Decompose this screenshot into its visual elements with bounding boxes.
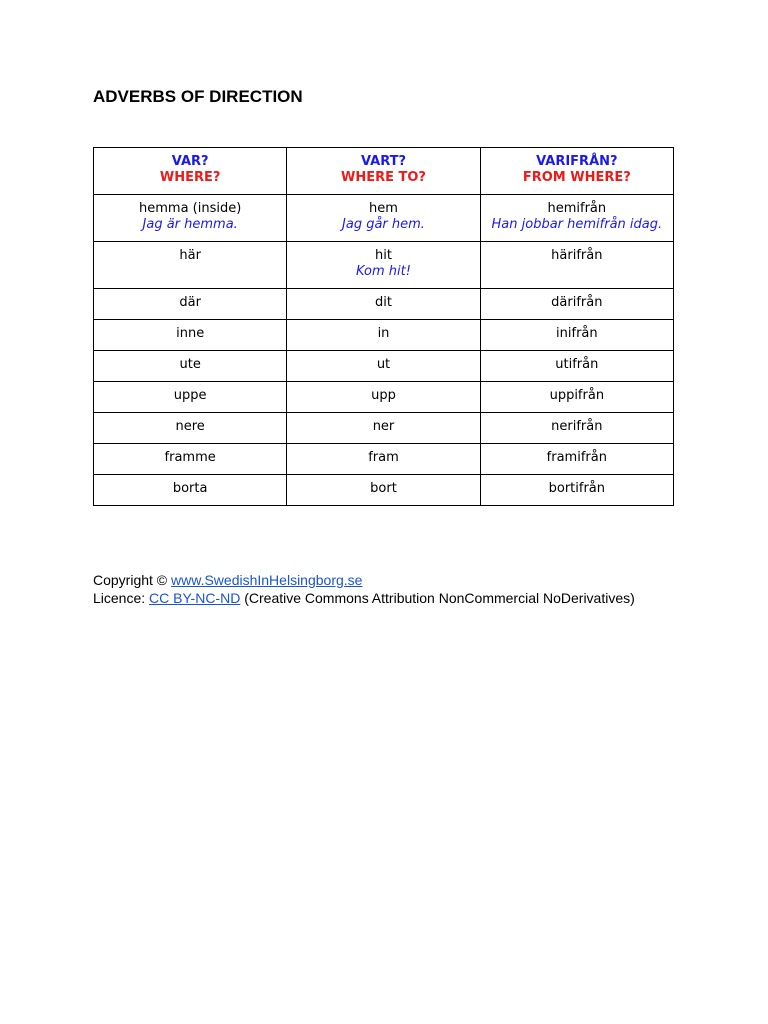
adverbs-table [93,147,674,506]
copyright-prefix: Copyright © [93,572,172,588]
table-cell: inifrån [480,320,673,351]
cell-word: här [179,248,201,263]
table-cell: därifrån [480,289,673,320]
table-row [94,195,674,242]
cell-word: hit [375,248,392,263]
cell-word: hem [369,201,398,216]
table-cell: nerifrån [480,413,673,444]
table-row [94,413,674,444]
table-cell: bort [287,475,480,506]
licence-line [93,589,635,607]
header-question: VARIFRÅN? [536,154,618,169]
cell-word: härifrån [551,248,603,263]
cell-example: Kom hit! [356,264,411,279]
table-cell: utifrån [480,351,673,382]
table-row [94,351,674,382]
header-var [94,148,287,195]
table-cell: bortifrån [480,475,673,506]
table-cell: upp [287,382,480,413]
table-cell [480,242,673,289]
cell-word: hemifrån [547,201,607,216]
licence-link[interactable]: CC BY-NC-ND [149,590,241,606]
cell-example: Jag är hemma. [142,217,238,232]
table-cell: uppe [94,382,287,413]
footer [93,571,635,607]
table-cell: borta [94,475,287,506]
header-english: WHERE? [159,170,221,185]
cell-word: hemma (inside) [139,201,242,216]
website-link[interactable]: www.SwedishInHelsingborg.se [171,572,363,588]
header-english: WHERE TO? [341,170,426,185]
table-cell: ner [287,413,480,444]
table-cell: ut [287,351,480,382]
header-question: VAR? [171,154,209,169]
table-cell: framme [94,444,287,475]
licence-description: (Creative Commons Attribution NonCommercial NoDerivatives) [240,590,635,606]
table-cell [287,195,480,242]
table-cell [480,195,673,242]
table-row [94,320,674,351]
cell-example: Han jobbar hemifrån idag. [491,217,663,232]
table-cell [94,242,287,289]
table-cell: fram [287,444,480,475]
table-cell: nere [94,413,287,444]
table-row [94,289,674,320]
table-cell: framifrån [480,444,673,475]
header-varifran [480,148,673,195]
table-cell: där [94,289,287,320]
table-row [94,444,674,475]
table-cell: uppifrån [480,382,673,413]
table-cell [287,242,480,289]
table-header-row [94,148,674,195]
header-question: VART? [360,154,407,169]
table-cell: in [287,320,480,351]
licence-prefix: Licence: [93,590,150,606]
cell-example: Jag går hem. [342,217,425,232]
header-vart [287,148,480,195]
table-row [94,242,674,289]
table-row [94,475,674,506]
table-cell: ute [94,351,287,382]
header-english: FROM WHERE? [522,170,631,185]
table-cell: inne [94,320,287,351]
table-row [94,382,674,413]
table-cell [94,195,287,242]
page-title: ADVERBS OF DIRECTION [93,87,303,106]
copyright-line [93,571,635,589]
table-cell: dit [287,289,480,320]
